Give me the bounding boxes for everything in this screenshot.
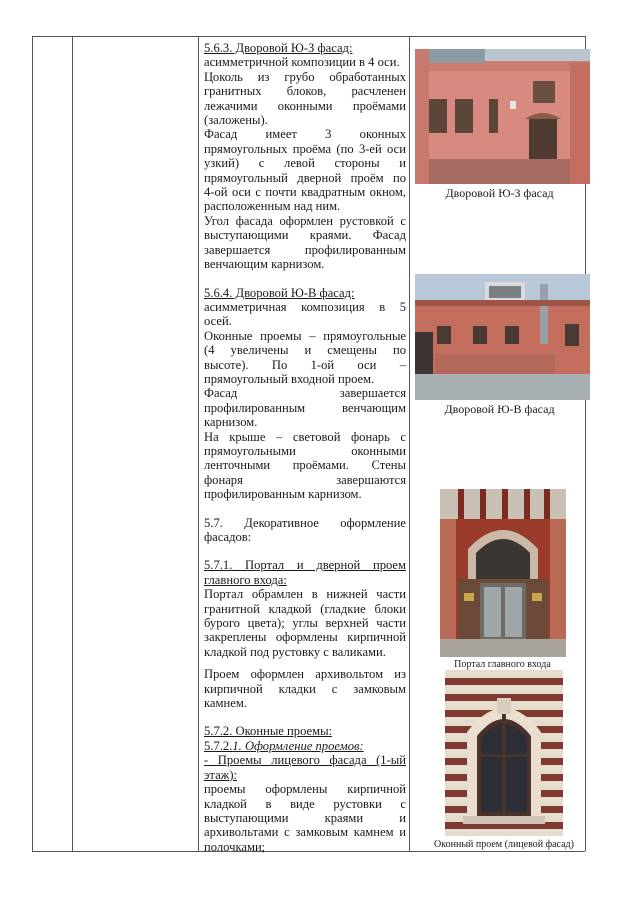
text-line: кладкой в виде рустовки с bbox=[204, 796, 406, 811]
text-line: На крыше – световой фонарь с bbox=[204, 429, 406, 444]
photo-se-facade-svg bbox=[415, 274, 590, 400]
text-line: завершается профилированным bbox=[204, 242, 406, 257]
text-line: лежачими оконными проёмами bbox=[204, 98, 406, 113]
caption-photo1: Дворовой Ю-З фасад bbox=[445, 186, 554, 200]
heading-571: 5.7.1. Портал и дверной проем bbox=[204, 558, 406, 573]
text-line: Проем оформлен архивольтом из bbox=[204, 667, 406, 682]
text-line: полочками; bbox=[204, 839, 266, 854]
heading-57: 5.7. Декоративное оформление bbox=[204, 515, 406, 530]
caption-photo2: Дворовой Ю-В фасад bbox=[444, 402, 555, 416]
text-line: венчающим карнизом. bbox=[204, 257, 325, 272]
heading-563: 5.6.3. Дворовой Ю-З фасад: bbox=[204, 41, 353, 55]
heading-572: 5.7.2. Оконные проемы: bbox=[204, 724, 333, 739]
bullet-line: - Проемы лицевого фасада (1-ый bbox=[204, 753, 406, 768]
text-line: Цоколь из грубо обработанных bbox=[204, 69, 406, 84]
caption-photo4: Оконный проем (лицевой фасад) bbox=[434, 839, 574, 850]
photo-window-main-facade bbox=[445, 670, 563, 836]
text-line: 4-ой оси с почти квадратным окном, bbox=[204, 185, 406, 200]
table-col-border-4 bbox=[409, 36, 410, 851]
text-line: асимметричной композиции в 4 оси. bbox=[204, 55, 400, 70]
caption-photo3: Портал главного входа bbox=[454, 659, 551, 670]
text-line: кладкой под рустовку с валиками. bbox=[204, 644, 386, 659]
table-col-border-2 bbox=[72, 36, 73, 851]
text-line: Фасад имеет 3 оконных bbox=[204, 127, 406, 142]
text-line: бурого цвета); углы верхней части bbox=[204, 616, 406, 631]
text-line: карнизом. bbox=[204, 415, 258, 430]
table-top-border bbox=[32, 36, 585, 37]
text-line: закреплены оформлены кирпичной bbox=[204, 630, 406, 645]
text-line: ленточными проёмами. Стены bbox=[204, 458, 406, 473]
text-line: профилированным карнизом. bbox=[204, 487, 362, 502]
heading-564: 5.6.4. Дворовой Ю-В фасад: bbox=[204, 285, 355, 300]
heading-571-cont: главного входа: bbox=[204, 572, 287, 587]
table-col-border-3 bbox=[198, 36, 199, 851]
text-line: камнем. bbox=[204, 696, 247, 711]
text-line: прямоугольный входной проем. bbox=[204, 371, 375, 386]
text-line: Угол фасада оформлен рустовкой с bbox=[204, 213, 406, 228]
table-col-border-1 bbox=[32, 36, 33, 851]
photo-main-entrance-portal bbox=[440, 489, 566, 657]
text-line: гранитных блоков, расчленен bbox=[204, 84, 406, 99]
photo-sw-facade-svg bbox=[415, 49, 590, 184]
text-line: (заложены). bbox=[204, 113, 268, 128]
text-line: Фасад завершается bbox=[204, 386, 406, 401]
text-line: прямоугольный дверной проём по bbox=[204, 170, 406, 185]
text-line: Оконные проемы – прямоугольные bbox=[204, 328, 406, 343]
text-line: узкий) с левой стороны и bbox=[204, 156, 406, 171]
text-line: кирпичной кладки с замковым bbox=[204, 681, 406, 696]
bullet-line-cont: этаж): bbox=[204, 767, 238, 782]
photo-se-courtyard-facade bbox=[415, 274, 590, 400]
text-line: выступающими краями и bbox=[204, 810, 406, 825]
text-line: расположенным над ним. bbox=[204, 199, 341, 214]
text-line: осей. bbox=[204, 314, 232, 329]
subheading-5721: 5.7.2.1. Оформление проемов: bbox=[204, 738, 364, 753]
text-line: Портал обрамлен в нижней части bbox=[204, 587, 406, 602]
photo-sw-courtyard-facade bbox=[415, 49, 590, 184]
text-line: асимметричная композиция в 5 bbox=[204, 299, 406, 314]
photo-portal-svg bbox=[440, 489, 566, 657]
text-line: архивольтами с замковым камнем и bbox=[204, 825, 406, 840]
text-line: прямоугольными оконными bbox=[204, 443, 406, 458]
text-line: фонаря завершаются bbox=[204, 472, 406, 487]
photo-window-svg bbox=[445, 670, 563, 836]
text-line: высоте). По 1-ой оси – bbox=[204, 357, 406, 372]
text-line: проемы оформлены кирпичной bbox=[204, 782, 406, 797]
text-line: (4 увеличены и смещены по bbox=[204, 343, 406, 358]
text-line: фасадов: bbox=[204, 530, 252, 544]
text-line: профилированным венчающим bbox=[204, 400, 406, 415]
text-line: прямоугольных проёма (по 3-ей оси bbox=[204, 141, 406, 156]
text-line: выступающими краями. Фасад bbox=[204, 228, 406, 243]
text-line: гранитной кладкой (гладкие блоки bbox=[204, 601, 406, 616]
description-text bbox=[204, 41, 406, 854]
